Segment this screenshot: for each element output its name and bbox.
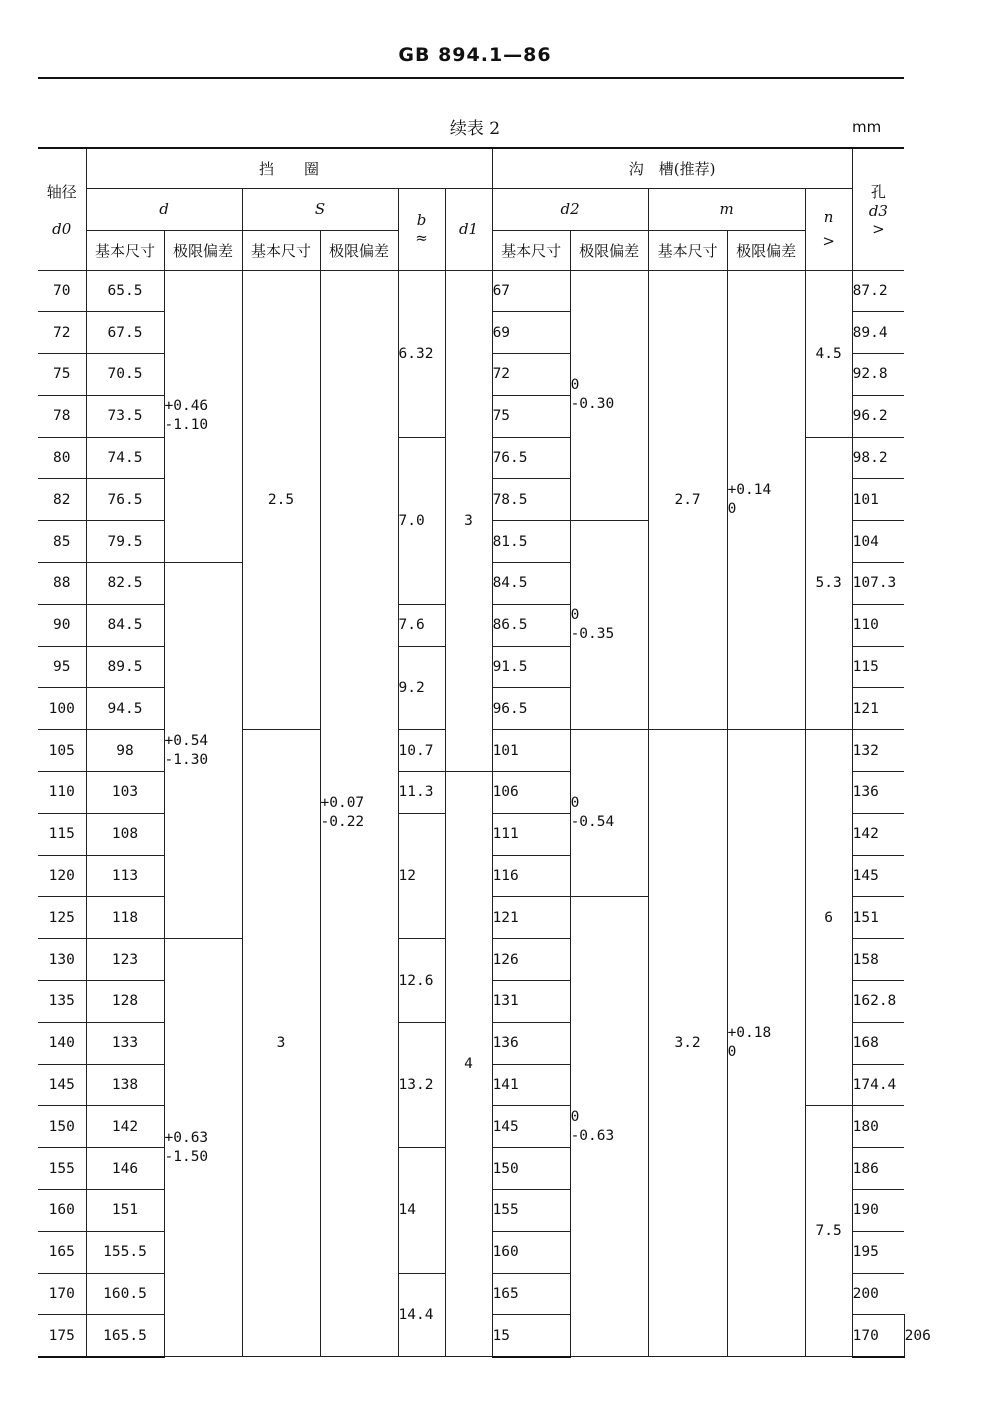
d3-cell: 180	[852, 1106, 904, 1148]
d3-cell: 195	[852, 1231, 904, 1273]
d2-tol-cell: 0 -0.35	[570, 521, 648, 730]
n-header: n >	[805, 188, 852, 270]
d-tol-cell: +0.46 -1.10	[164, 270, 242, 563]
d0-cell: 135	[38, 981, 86, 1023]
d-basic-cell: 82.5	[86, 563, 164, 605]
d3-cell: 89.4	[852, 312, 904, 354]
d3-cell: 115	[852, 646, 904, 688]
unit-label: mm	[852, 118, 882, 136]
d3-cell: 158	[852, 939, 904, 981]
d-basic-cell: 79.5	[86, 521, 164, 563]
d0-cell: 110	[38, 772, 86, 814]
s-tol-cell: +0.07 -0.22	[320, 270, 398, 1357]
d2-basic-cell: 150	[492, 1148, 570, 1190]
d0-cell: 105	[38, 730, 86, 772]
b-header: b ≈	[398, 188, 445, 270]
d2-basic-cell: 121	[492, 897, 570, 939]
b-cell: 12.6	[398, 939, 445, 1023]
d2-header: d2	[492, 188, 648, 230]
retaining-ring-table	[38, 147, 931, 1358]
d0-cell: 78	[38, 395, 86, 437]
m-tol-cell: +0.18 0	[727, 730, 805, 1357]
b-cell: 13.2	[398, 1022, 445, 1147]
b-cell: 11.3	[398, 772, 445, 814]
d-basic-cell: 113	[86, 855, 164, 897]
d-basic-cell: 70.5	[86, 354, 164, 396]
table-row: 175 165.5 15 170 206	[38, 1315, 904, 1357]
d2-basic-cell: 75	[492, 395, 570, 437]
d3-cell: 136	[852, 772, 904, 814]
b-cell: 9.2	[398, 646, 445, 730]
standard-number: GB 894.1—86	[398, 44, 552, 66]
d0-cell: 100	[38, 688, 86, 730]
d0-cell: 72	[38, 312, 86, 354]
s-basic-cell: 3	[242, 730, 320, 1357]
d3-cell: 151	[852, 897, 904, 939]
d3-cell: 142	[852, 813, 904, 855]
b-cell: 12	[398, 813, 445, 938]
d-basic-cell: 67.5	[86, 312, 164, 354]
d0-cell: 80	[38, 437, 86, 479]
m-basic-cell: 3.2	[648, 730, 727, 1357]
d3-cell: 92.8	[852, 354, 904, 396]
n-cell: 7.5	[805, 1106, 852, 1357]
d-basic-header: 基本尺寸	[86, 230, 164, 270]
d-basic-cell: 133	[86, 1022, 164, 1064]
table-row	[38, 270, 904, 312]
d0-cell: 125	[38, 897, 86, 939]
s-basic-cell: 2.5	[242, 270, 320, 730]
d-basic-cell: 89.5	[86, 646, 164, 688]
b-cell: 10.7	[398, 730, 445, 772]
d2-basic-cell: 141	[492, 1064, 570, 1106]
d3-cell: 87.2	[852, 270, 904, 312]
d2-tol-cell: 0 -0.63	[570, 897, 648, 1357]
n-cell: 5.3	[805, 437, 852, 730]
d-basic-cell: 108	[86, 813, 164, 855]
d-basic-cell: 84.5	[86, 604, 164, 646]
d2-basic-cell: 86.5	[492, 604, 570, 646]
d1-header: d1	[445, 188, 492, 270]
d2-basic-cell: 91.5	[492, 646, 570, 688]
d0-cell: 170	[38, 1273, 86, 1315]
d3-cell: 107.3	[852, 563, 904, 605]
d-basic-cell: 103	[86, 772, 164, 814]
m-basic-header: 基本尺寸	[648, 230, 727, 270]
hole-d3-header: 孔 d3 >	[852, 148, 904, 270]
b-cell: 15	[492, 1315, 570, 1357]
d-header: d	[86, 188, 242, 230]
d2-basic-cell: 131	[492, 981, 570, 1023]
n-cell: 4.5	[805, 270, 852, 437]
d0-cell: 115	[38, 813, 86, 855]
d0-cell: 130	[38, 939, 86, 981]
d0-cell: 75	[38, 354, 86, 396]
d2-basic-cell: 67	[492, 270, 570, 312]
s-tol-header: 极限偏差	[320, 230, 398, 270]
d3-cell: 174.4	[852, 1064, 904, 1106]
d-basic-cell: 165.5	[86, 1315, 164, 1357]
d0-cell: 145	[38, 1064, 86, 1106]
d3-cell: 104	[852, 521, 904, 563]
d0-cell: 70	[38, 270, 86, 312]
d-basic-cell: 155.5	[86, 1231, 164, 1273]
d2-basic-cell: 170	[852, 1315, 904, 1357]
d-basic-cell: 73.5	[86, 395, 164, 437]
d2-basic-cell: 78.5	[492, 479, 570, 521]
d0-cell: 95	[38, 646, 86, 688]
d3-cell: 186	[852, 1148, 904, 1190]
d-tol-cell: +0.63 -1.50	[164, 939, 242, 1357]
d2-basic-cell: 111	[492, 813, 570, 855]
d2-tol-cell: 0 -0.54	[570, 730, 648, 897]
table-title: 续表 2	[449, 119, 501, 139]
d0-cell: 140	[38, 1022, 86, 1064]
m-header: m	[648, 188, 805, 230]
d3-cell: 168	[852, 1022, 904, 1064]
d2-basic-cell: 136	[492, 1022, 570, 1064]
m-tol-cell: +0.14 0	[727, 270, 805, 730]
d2-tol-cell: 0 -0.30	[570, 270, 648, 521]
d3-cell: 190	[852, 1190, 904, 1232]
d-basic-cell: 142	[86, 1106, 164, 1148]
d2-basic-cell: 155	[492, 1190, 570, 1232]
d-basic-cell: 76.5	[86, 479, 164, 521]
d2-basic-cell: 76.5	[492, 437, 570, 479]
b-cell: 7.6	[398, 604, 445, 646]
d2-basic-cell: 81.5	[492, 521, 570, 563]
d-basic-cell: 123	[86, 939, 164, 981]
d-tol-header: 极限偏差	[164, 230, 242, 270]
b-cell: 14.4	[398, 1273, 445, 1357]
d2-basic-cell: 145	[492, 1106, 570, 1148]
d3-cell: 110	[852, 604, 904, 646]
d3-cell: 132	[852, 730, 904, 772]
d-basic-cell: 65.5	[86, 270, 164, 312]
s-basic-header: 基本尺寸	[242, 230, 320, 270]
d-basic-cell: 151	[86, 1190, 164, 1232]
d3-cell: 96.2	[852, 395, 904, 437]
d3-cell: 121	[852, 688, 904, 730]
d0-cell: 165	[38, 1231, 86, 1273]
d-basic-cell: 146	[86, 1148, 164, 1190]
m-tol-header: 极限偏差	[727, 230, 805, 270]
d-basic-cell: 98	[86, 730, 164, 772]
groove-group-header: 沟 槽(推荐)	[492, 148, 852, 188]
d-basic-cell: 94.5	[86, 688, 164, 730]
m-basic-cell: 2.7	[648, 270, 727, 730]
b-cell: 6.32	[398, 270, 445, 437]
d0-cell: 150	[38, 1106, 86, 1148]
d0-cell: 90	[38, 604, 86, 646]
d0-cell: 120	[38, 855, 86, 897]
b-cell: 7.0	[398, 437, 445, 604]
d-basic-cell: 74.5	[86, 437, 164, 479]
d2-basic-cell: 160	[492, 1231, 570, 1273]
shaft-diameter-header: 轴径 d0	[38, 148, 86, 270]
d0-cell: 155	[38, 1148, 86, 1190]
header-rule	[38, 77, 904, 79]
d2-basic-cell: 72	[492, 354, 570, 396]
d-basic-cell: 128	[86, 981, 164, 1023]
d0-cell: 88	[38, 563, 86, 605]
d-tol-cell: +0.54 -1.30	[164, 563, 242, 939]
d2-basic-cell: 96.5	[492, 688, 570, 730]
d2-basic-cell: 101	[492, 730, 570, 772]
d2-basic-header: 基本尺寸	[492, 230, 570, 270]
d3-cell: 98.2	[852, 437, 904, 479]
d2-basic-cell: 106	[492, 772, 570, 814]
d3-cell: 101	[852, 479, 904, 521]
d2-basic-cell: 116	[492, 855, 570, 897]
d0-cell: 175	[38, 1315, 86, 1357]
retainer-group-header: 挡 圈	[86, 148, 492, 188]
d-basic-cell: 160.5	[86, 1273, 164, 1315]
d2-basic-cell: 165	[492, 1273, 570, 1315]
d2-basic-cell: 126	[492, 939, 570, 981]
d2-basic-cell: 84.5	[492, 563, 570, 605]
d1-cell: 3	[445, 270, 492, 772]
d0-cell: 82	[38, 479, 86, 521]
d0-cell: 160	[38, 1190, 86, 1232]
s-header: S	[242, 188, 398, 230]
d2-basic-cell: 69	[492, 312, 570, 354]
d3-cell: 200	[852, 1273, 904, 1315]
d1-cell: 4	[445, 772, 492, 1357]
d-basic-cell: 138	[86, 1064, 164, 1106]
d0-cell: 85	[38, 521, 86, 563]
d2-tol-header: 极限偏差	[570, 230, 648, 270]
b-cell: 14	[398, 1148, 445, 1273]
d-basic-cell: 118	[86, 897, 164, 939]
d3-cell: 162.8	[852, 981, 904, 1023]
d3-cell: 145	[852, 855, 904, 897]
n-cell: 6	[805, 730, 852, 1106]
